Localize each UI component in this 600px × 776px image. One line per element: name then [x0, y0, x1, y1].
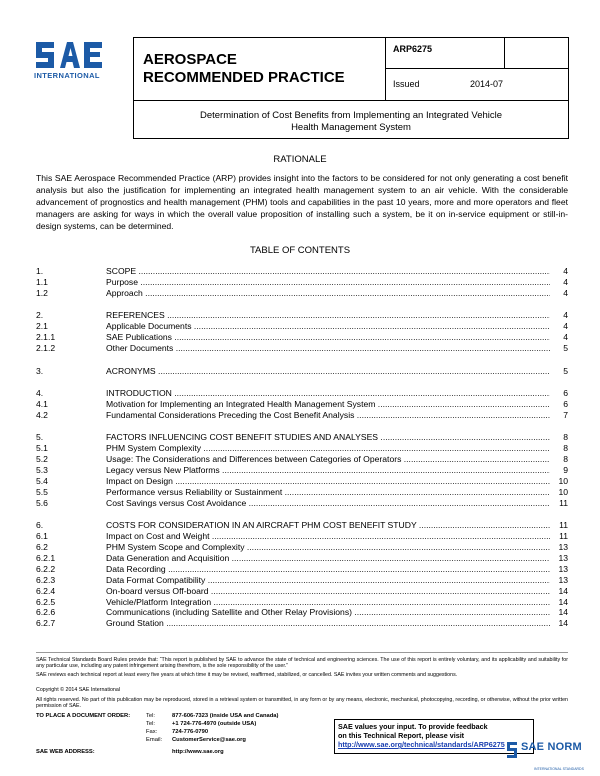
toc-entry-page: 8 — [552, 443, 568, 454]
toc-entry[interactable] — [36, 542, 568, 553]
toc-entry-page: 11 — [552, 520, 568, 531]
toc-entry-number: 5.6 — [36, 497, 48, 508]
toc-entry-number: 4.1 — [36, 398, 48, 409]
toc-entry[interactable] — [36, 332, 568, 343]
toc-entry[interactable] — [36, 553, 568, 564]
document-number: ARP6275 — [393, 44, 433, 54]
toc-entry-number: 4. — [36, 388, 44, 398]
toc-entry-page: 10 — [552, 476, 568, 487]
toc-entry-number: 6.2.7 — [36, 618, 56, 629]
toc-entry-number: 6.2.6 — [36, 607, 56, 618]
toc-entry-page: 4 — [552, 277, 568, 288]
toc-entry[interactable] — [36, 410, 568, 421]
fax-number: 724-776-0790 — [172, 729, 209, 735]
toc-entry-title: PHM System Complexity ..... — [106, 443, 550, 454]
toc-entry-title: Motivation for Implementing an Integrated Health Management System ..... — [106, 399, 550, 410]
toc-entry-title: ACRONYMS ..... — [106, 366, 550, 377]
toc-entry-number: 5.2 — [36, 454, 48, 465]
toc-entry-number: 1.1 — [36, 276, 48, 287]
toc-entry-number: 5.1 — [36, 443, 48, 454]
toc-entry[interactable] — [36, 597, 568, 608]
toc-entry-number: 6.2.4 — [36, 585, 56, 596]
footer-rights: All rights reserved. No part of this publication may be reproduced, stored in a retrieval system or transmitted, in any form or by any means, electronic, mechanical, photocopying, recording, or otherwise, without the prior written permission of SAE. — [36, 697, 568, 710]
toc-entry-page: 6 — [552, 399, 568, 410]
footer-divider — [36, 652, 568, 653]
toc-entry-page: 14 — [552, 607, 568, 618]
document-type-title — [143, 51, 345, 87]
toc-entry-title: Data Recording ..... — [106, 564, 550, 575]
document-title-line-1: Determination of Cost Benefits from Implementing an Integrated Vehicle — [199, 110, 503, 121]
toc-entry[interactable] — [36, 586, 568, 597]
toc-heading: TABLE OF CONTENTS — [249, 245, 351, 256]
toc-entry[interactable] — [36, 399, 568, 410]
toc-entry-title: Performance versus Reliability or Sustainment ..... — [106, 487, 550, 498]
header-divider — [385, 37, 386, 101]
toc-entry-title: PHM System Scope and Complexity ..... — [106, 542, 550, 553]
feedback-line-2: on this Technical Report, please visit — [338, 731, 465, 740]
toc-entry-page: 8 — [552, 432, 568, 443]
toc-entry[interactable] — [36, 443, 568, 454]
toc-entry-page: 10 — [552, 487, 568, 498]
toc-entry-number: 4.2 — [36, 409, 48, 420]
toc-entry-page: 9 — [552, 465, 568, 476]
toc-entry[interactable] — [36, 388, 568, 399]
toc-entry-number: 1.2 — [36, 287, 48, 298]
toc-entry-title: Vehicle/Platform Integration ..... — [106, 597, 550, 608]
sae-norm-logo-subtext: INTERNATIONAL STANDARDS — [534, 767, 584, 771]
toc-entry[interactable] — [36, 498, 568, 509]
toc-entry-number: 6.2.2 — [36, 563, 56, 574]
document-title-line-2: Health Management System — [291, 122, 411, 133]
toc-entry[interactable] — [36, 487, 568, 498]
toc-entry-number: 2.1 — [36, 321, 48, 332]
toc-entry[interactable] — [36, 288, 568, 299]
toc-entry-page: 13 — [552, 564, 568, 575]
toc-entry-number: 5.5 — [36, 486, 48, 497]
toc-entry-page: 5 — [552, 343, 568, 354]
toc-entry-number: 3. — [36, 365, 44, 376]
tel-label: Tel: — [146, 713, 156, 719]
toc-entry-page: 8 — [552, 454, 568, 465]
toc-entry-title: Impact on Design ..... — [106, 476, 550, 487]
toc-entry-page: 6 — [552, 388, 568, 399]
toc-entry-title: Usage: The Considerations and Differences between Categories of Operators ..... — [106, 454, 550, 465]
toc-entry-number: 2. — [36, 310, 44, 321]
toc-entry-title: FACTORS INFLUENCING COST BENEFIT STUDIES AND ANALYSES ..... — [106, 432, 550, 443]
toc-entry-page: 4 — [552, 332, 568, 343]
email-address[interactable]: CustomerService@sae.org — [172, 737, 246, 743]
toc-entry[interactable] — [36, 618, 568, 629]
toc-entry-page: 4 — [552, 321, 568, 332]
title-line-2: RECOMMENDED PRACTICE — [143, 69, 345, 86]
toc-entry-number: 6.2.3 — [36, 574, 56, 585]
title-line-1: AEROSPACE — [143, 51, 237, 68]
toc-entry[interactable] — [36, 454, 568, 465]
toc-entry-title: SAE Publications ..... — [106, 332, 550, 343]
toc-entry-title: On-board versus Off-board ..... — [106, 586, 550, 597]
document-title — [133, 110, 569, 134]
order-label: TO PLACE A DOCUMENT ORDER: — [36, 713, 131, 719]
issued-label: Issued — [393, 79, 420, 89]
toc-entry-title: Legacy versus New Platforms ..... — [106, 465, 550, 476]
toc-entry-page: 4 — [552, 288, 568, 299]
toc-entry-number: 5. — [36, 432, 44, 443]
toc-entry-page: 4 — [552, 310, 568, 321]
toc-entry[interactable] — [36, 277, 568, 288]
toc-entry-page: 11 — [552, 531, 568, 542]
header-divider — [385, 68, 569, 69]
toc-entry-page: 13 — [552, 542, 568, 553]
toc-entry-page: 13 — [552, 553, 568, 564]
tel-inside-usa: 877-606-7323 (inside USA and Canada) — [172, 713, 279, 719]
toc-entry[interactable] — [36, 575, 568, 586]
toc-entry-title: Purpose ..... — [106, 277, 550, 288]
toc-entry-title: Data Format Compatibility ..... — [106, 575, 550, 586]
toc-entry-page: 5 — [552, 366, 568, 377]
tel2-label: Tel: — [146, 721, 156, 727]
rationale-text: This SAE Aerospace Recommended Practice (ARP) provides insight into the factors to be considered for not only generating a cost benefit analysis but also the justification for implementing an integrated health management system to an air vehicle. With the considerable advancement of prognostics and health management (PHM) tools and capabilities in the past 10 years, more and more operators and fleet managers are asking for ways in which the overall value proposition of installing such a system, be it on in-service equipment or still-in-design systems, can be determined. — [36, 173, 568, 231]
email-label: Email: — [146, 737, 163, 743]
toc-entry[interactable] — [36, 310, 568, 321]
toc-entry[interactable] — [36, 607, 568, 618]
toc-entry-title: Other Documents ..... — [106, 343, 550, 354]
toc-entry[interactable] — [36, 366, 568, 377]
toc-entry-title: Communications (including Satellite and Other Relay Provisions) ..... — [106, 607, 550, 618]
toc-entry-title: Ground Station ..... — [106, 618, 550, 629]
toc-entry-page: 14 — [552, 586, 568, 597]
toc-entry-number: 6.1 — [36, 531, 48, 542]
toc-entry[interactable] — [36, 266, 568, 277]
web-label: SAE WEB ADDRESS: — [36, 749, 95, 755]
toc-entry[interactable] — [36, 564, 568, 575]
toc-entry[interactable] — [36, 321, 568, 332]
toc-entry-page: 4 — [552, 266, 568, 277]
toc-entry-number: 2.1.1 — [36, 332, 56, 343]
toc-entry-number: 6.2 — [36, 542, 48, 552]
toc-entry[interactable] — [36, 465, 568, 476]
toc-entry-number: 5.3 — [36, 465, 48, 475]
toc-entry-title: Approach ..... — [106, 288, 550, 299]
toc-entry-page: 14 — [552, 618, 568, 629]
header-divider — [504, 37, 505, 69]
rationale-heading: RATIONALE — [273, 154, 327, 165]
toc-entry[interactable] — [36, 476, 568, 487]
web-address-link[interactable]: http://www.sae.org — [172, 749, 224, 755]
toc-entry[interactable] — [36, 531, 568, 542]
toc-entry-page: 7 — [552, 410, 568, 421]
toc-entry-title: Cost Savings versus Cost Avoidance ..... — [106, 498, 550, 509]
toc-entry-page: 11 — [552, 498, 568, 509]
toc-entry-title: Data Generation and Acquisition ..... — [106, 553, 550, 564]
toc-entry-number: 6.2.1 — [36, 552, 56, 563]
toc-entry-title: COSTS FOR CONSIDERATION IN AN AIRCRAFT PHM COST BENEFIT STUDY ..... — [106, 520, 550, 531]
toc-entry-page: 13 — [552, 575, 568, 586]
logo-text: INTERNATIONAL — [34, 71, 100, 80]
toc-entry-title: REFERENCES ..... — [106, 310, 550, 321]
toc-entry-number: 5.4 — [36, 475, 48, 486]
issued-date: 2014-07 — [470, 79, 504, 89]
toc-entry-title: Impact on Cost and Weight ..... — [106, 531, 550, 542]
toc-entry-title: INTRODUCTION ..... — [106, 388, 550, 399]
footer-review-note: SAE reviews each technical report at least every five years at which time it may be revised, reaffirmed, stabilized, or cancelled. SAE invites your written comments and suggestions. — [36, 672, 458, 678]
tel-outside-usa: +1 724-776-4970 (outside USA) — [172, 721, 257, 727]
toc-entry-title: SCOPE ..... — [106, 266, 550, 277]
footer-disclaimer: SAE Technical Standards Board Rules provide that: “This report is published by SAE to advance the state of technical and engineering sciences. The use of this report is entirely voluntary, and its applicability and suitability for any particular use, including any patent infringement arising therefrom, is the sole responsibility of the user.” — [36, 657, 568, 670]
toc-entry[interactable] — [36, 343, 568, 354]
feedback-link[interactable]: http://www.sae.org/technical/standards/ARP6275 — [338, 740, 505, 749]
toc-entry-number: 6. — [36, 520, 44, 531]
fax-label: Fax: — [146, 729, 158, 735]
toc-entry-number: 2.1.2 — [36, 343, 56, 353]
toc-entry[interactable] — [36, 432, 568, 443]
toc-entry[interactable] — [36, 520, 568, 531]
sae-norm-logo-text: SAE NORM — [521, 741, 582, 753]
toc-entry-number: 1. — [36, 266, 44, 276]
footer-copyright: Copyright © 2014 SAE International — [36, 687, 120, 693]
toc-entry-page: 14 — [552, 597, 568, 608]
toc-entry-title: Fundamental Considerations Preceding the Cost Benefit Analysis ..... — [106, 410, 550, 421]
toc-entry-number: 6.2.5 — [36, 596, 56, 607]
feedback-line-1: SAE values your input. To provide feedback — [338, 722, 488, 731]
toc-entry-title: Applicable Documents ..... — [106, 321, 550, 332]
